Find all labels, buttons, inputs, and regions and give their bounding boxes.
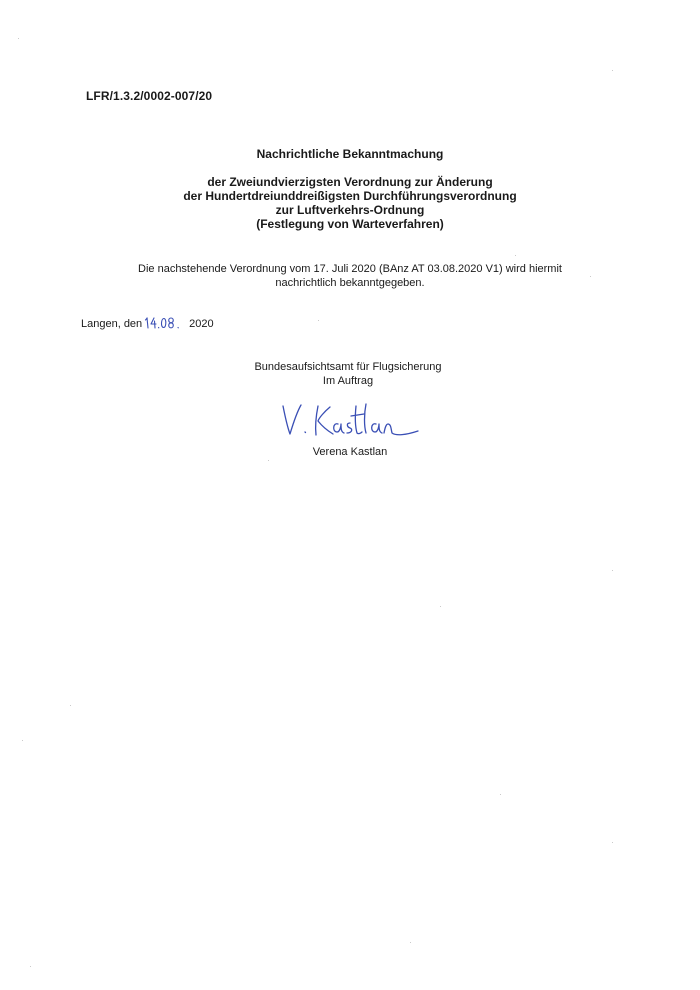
scan-speck (22, 740, 23, 741)
scan-speck (18, 38, 19, 39)
scan-speck (515, 255, 516, 256)
scan-speck (30, 966, 31, 967)
intro-line: nachrichtlich bekanntgegeben. (275, 277, 425, 289)
handwritten-date (143, 316, 187, 330)
scan-speck (500, 794, 501, 795)
date-year: 2020 (189, 318, 214, 330)
place-prefix: Langen, den (81, 318, 143, 330)
title-line: (Festlegung von Warteverfahren) (256, 217, 444, 231)
scan-speck (318, 320, 319, 321)
place-and-date (81, 316, 214, 330)
intro-paragraph (0, 262, 700, 290)
title-line: zur Luftverkehrs-Ordnung (275, 203, 425, 217)
title-line: der Hundertdreiunddreißigsten Durchführungsverordnung (183, 189, 517, 203)
signer-name: Verena Kastlan (312, 446, 388, 458)
document-title (0, 175, 700, 231)
title-line: der Zweiundvierzigsten Verordnung zur Änderung (207, 175, 493, 189)
document-heading: Nachrichtliche Bekanntmachung (256, 147, 444, 161)
scan-speck (410, 942, 411, 943)
scan-speck (612, 70, 613, 71)
scan-speck (268, 460, 269, 461)
authority-on-behalf: Im Auftrag (322, 375, 374, 387)
scan-speck (70, 705, 71, 706)
scan-speck (440, 606, 441, 607)
scan-speck (612, 842, 613, 843)
issuing-authority (0, 360, 700, 388)
handwritten-signature (278, 398, 428, 446)
authority-office: Bundesaufsichtsamt für Flugsicherung (254, 361, 442, 373)
reference-number: LFR/1.3.2/0002-007/20 (86, 89, 213, 103)
intro-line: Die nachstehende Verordnung vom 17. Juli 2020 (BAnz AT 03.08.2020 V1) wird hiermit (138, 263, 562, 275)
scan-speck (612, 570, 613, 571)
